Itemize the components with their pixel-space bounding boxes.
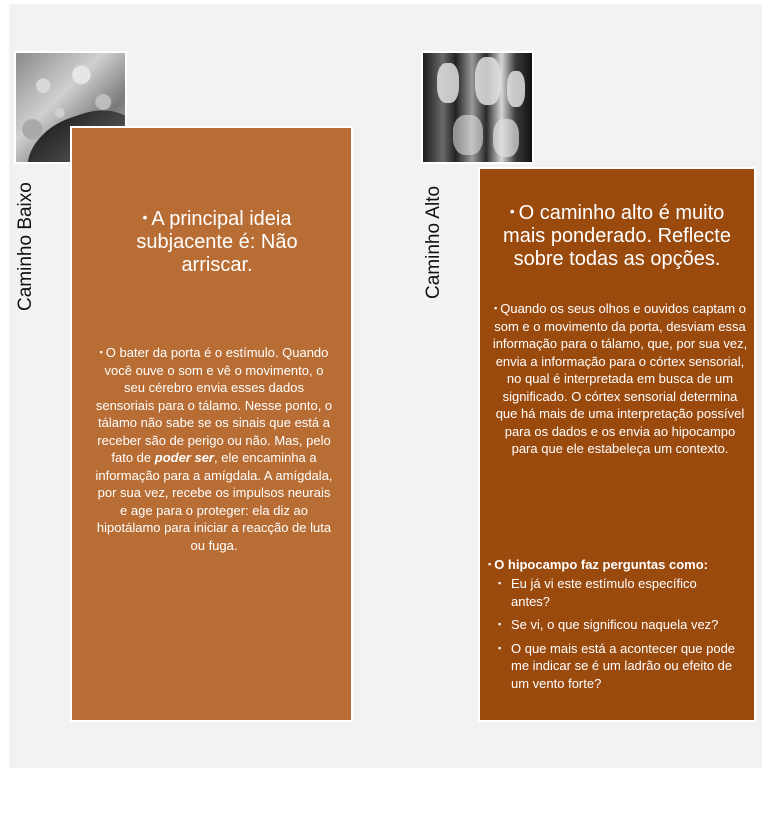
low-road-headline-text: A principal ideia subjacente é: Não arriscar. <box>136 208 298 276</box>
bullet-icon: ▪ <box>99 347 103 357</box>
hippocampus-questions-title-text: O hipocampo faz perguntas como: <box>494 557 708 572</box>
low-road-headline <box>112 206 322 277</box>
hand-shape <box>475 57 501 105</box>
list-item <box>498 640 738 693</box>
question-text: Se vi, o que significou naquela vez? <box>511 617 719 632</box>
low-road-label: Caminho Baixo <box>15 182 36 311</box>
high-road-description-text: Quando os seus olhos e ouvidos captam o som e o movimento da porta, desviam essa informação para o tálamo, que, por sua vez, envia a informação para o córtex sensorial, no qual é interpretada em busca de um significado. O córtex sensorial determina que há mais de uma interpretação possível para os dados e os envia ao hipocampo para que ele estabeleça um contexto. <box>492 301 748 456</box>
bullet-icon: ▪ <box>494 303 498 313</box>
high-road-label: Caminho Alto <box>423 185 444 299</box>
high-road-headline <box>490 200 744 271</box>
question-text: O que mais está a acontecer que pode me indicar se é um ladrão ou efeito de um vento forte? <box>511 640 736 691</box>
hand-shape <box>493 119 519 157</box>
hippocampus-questions-list <box>498 575 738 698</box>
high-road-description <box>492 300 748 458</box>
high-road-headline-text: O caminho alto é muito mais ponderado. Reflecte sobre todas as opções. <box>503 202 731 270</box>
low-road-panel <box>70 126 353 722</box>
hippocampus-questions-title <box>488 556 750 573</box>
high-road-panel <box>478 167 756 722</box>
list-item <box>498 616 738 634</box>
bullet-icon: ▪ <box>498 642 502 653</box>
hand-shape <box>453 115 483 155</box>
bullet-icon: ▪ <box>488 559 492 569</box>
list-item <box>498 575 738 610</box>
question-text: Eu já vi este estímulo específico antes? <box>511 576 697 609</box>
people-covering-faces-photo <box>421 51 534 164</box>
low-road-emphasis: poder ser <box>154 450 214 465</box>
bullet-icon: • <box>142 209 148 225</box>
hand-shape <box>437 63 459 103</box>
low-road-description-pre: O bater da porta é o estímulo. Quando você ouve o som e vê o movimento, o seu cérebro envia esses dados sensoriais para o tálamo. Nesse ponto, o tálamo não sabe se os sinais que está a receber são de perigo ou não. Mas, pelo fato de <box>95 345 333 465</box>
bullet-icon: ▪ <box>498 619 502 629</box>
bullet-icon: ▪ <box>498 578 502 588</box>
bullet-icon: • <box>509 203 515 219</box>
low-road-description-post: , ele encaminha a informação para a amígdala. A amígdala, por sua vez, recebe os impulsos neurais e age para o proteger: ela diz ao hipotálamo para iniciar a reacção de luta ou fuga. <box>95 450 333 553</box>
hand-shape <box>507 71 525 107</box>
low-road-description <box>94 344 334 554</box>
